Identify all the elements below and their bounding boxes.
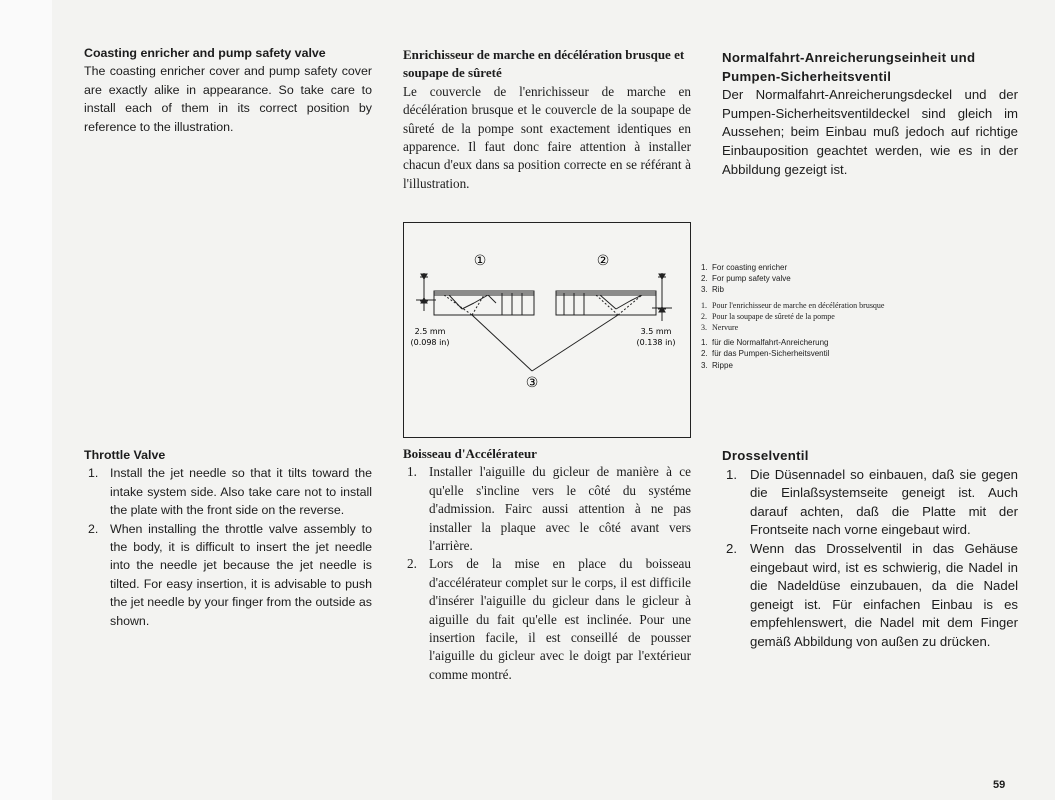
callout-1: ① — [473, 253, 487, 269]
throttle-de-title: Drosselventil — [722, 448, 809, 463]
caption-item — [701, 360, 901, 371]
list-num: 1. — [88, 466, 99, 481]
callout-3: ③ — [525, 375, 539, 391]
list-item — [84, 520, 372, 630]
throttle-de-list — [722, 466, 1018, 652]
list-item — [403, 555, 691, 684]
dim-right-in: (0.138 in) — [636, 338, 676, 347]
caption-text: For pump safety valve — [712, 274, 791, 284]
list-text: Die Düsennadel so einbauen, daß sie gegen die Einlaßsystemseite geneigt ist. Auch darauf achten, daß die Platte mit der Frontseite nach vorne eingebaut wird. — [750, 466, 1018, 538]
list-item — [84, 464, 372, 519]
caption-num: 3. — [701, 323, 707, 333]
caption-num: 2. — [701, 274, 708, 284]
caption-text: Rippe — [712, 360, 733, 370]
caption-text: Nervure — [712, 323, 739, 333]
list-num: 2. — [88, 521, 99, 536]
list-item — [722, 466, 1018, 540]
caption-text: für die Normalfahrt-Anreicherung — [712, 338, 829, 348]
list-text: Installer l'aiguille du gicleur de manière à ce qu'elle s'incline vers le côté du systéme d'admission. Fairc aussi attention à ne pas installer la plaque avec le côté avant vers l'arrière. — [429, 464, 691, 554]
caption-item — [701, 262, 901, 273]
list-num: 1. — [726, 466, 737, 482]
coasting-en-body: The coasting enricher cover and pump safety cover are exactly alike in appearance. So take care to install each of them in its correct position by reference to the illustration. — [84, 64, 372, 134]
list-text: Install the jet needle so that it tilts toward the intake system side. Also take care not to install the plate with the front side on the reverse. — [110, 466, 372, 518]
captions-de — [701, 337, 901, 371]
coasting-de — [722, 49, 1018, 179]
list-item — [403, 463, 691, 555]
caption-num: 1. — [701, 300, 707, 310]
coasting-de-body: Der Normalfahrt-Anreicherungsdeckel und der Pumpen-Sicherheitsventildeckel sind gleich im Aussehen; beim Einbau muß jedoch auf richtige Einbauposition geachtet werden, wie es in der Abbildung gezeigt ist. — [722, 87, 1018, 177]
throttle-fr-list — [403, 463, 691, 684]
coasting-de-title: Normalfahrt-Anreicherungseinheit und Pumpen-Sicherheitsventil — [722, 50, 976, 84]
caption-text: für das Pumpen-Sicherheitsventil — [712, 349, 830, 359]
cover-illustration — [403, 222, 691, 438]
list-text: Wenn das Drosselventil in das Gehäuse eingebaut wird, ist es schwierig, die Nadel in die Nadeldüse einzubauen, da die Nadel geneigt ist. Für einfachen Einbau is es empfehlenswert, die Nadel mit dem Finger gemäß Abbildung von außen zu drücken. — [750, 540, 1018, 649]
caption-item — [701, 311, 901, 322]
pump-safety-valve-cover — [556, 273, 672, 321]
page-number: 59 — [993, 779, 1006, 791]
caption-item — [701, 300, 901, 311]
caption-item — [701, 322, 901, 333]
dim-left-in: (0.098 in) — [410, 338, 450, 347]
throttle-fr — [403, 445, 691, 684]
caption-num: 2. — [701, 349, 708, 359]
caption-num: 1. — [701, 263, 708, 272]
throttle-de — [722, 447, 1018, 652]
caption-item — [701, 348, 901, 359]
rib-leaders — [472, 315, 618, 371]
caption-num: 1. — [701, 338, 708, 348]
figure-captions — [701, 262, 901, 375]
caption-num: 3. — [701, 360, 708, 370]
captions-en — [701, 262, 901, 296]
coasting-en-title: Coasting enricher and pump safety valve — [84, 46, 326, 60]
throttle-fr-title: Boisseau d'Accélérateur — [403, 446, 537, 461]
caption-text: For coasting enricher — [712, 263, 788, 272]
list-num: 2. — [407, 556, 417, 572]
callout-2: ② — [596, 253, 610, 269]
caption-text: Pour l'enrichisseur de marche en décélération brusque — [712, 300, 885, 310]
list-item — [722, 540, 1018, 652]
list-text: When installing the throttle valve assembly to the body, it is difficult to insert the jet needle into the needle jet because the jet needle is tilted. For easy insertion, it is advisable to push the jet needle by your finger from the outside as shown. — [110, 521, 372, 628]
binding-spine — [0, 0, 52, 800]
coasting-en — [84, 44, 372, 136]
throttle-en-title: Throttle Valve — [84, 448, 166, 462]
list-text: Lors de la mise en place du boisseau d'accélérateur complet sur le corps, il est difficile d'insérer l'aiguille du gicleur dans le gicleur à aiguille du fait qu'elle est inclinée. Pour une insertion facile, il est conseillé de pousser l'aiguille du gicleur avec le doigt par l'extérieur comme montré. — [429, 556, 691, 682]
cover-diagram — [404, 223, 690, 437]
caption-text: Rib — [712, 285, 725, 295]
caption-item — [701, 337, 901, 348]
coasting-fr-title: Enrichisseur de marche en décélération brusque et soupape de sûreté — [403, 47, 685, 81]
caption-num: 3. — [701, 285, 708, 295]
throttle-en-list — [84, 464, 372, 630]
dim-right-mm: 3.5 mm — [640, 327, 672, 336]
caption-item — [701, 273, 901, 284]
dim-left-mm: 2.5 mm — [414, 327, 446, 336]
caption-item — [701, 284, 901, 295]
captions-fr — [701, 300, 901, 334]
coasting-enricher-cover — [416, 273, 534, 315]
caption-num: 2. — [701, 311, 707, 321]
coasting-fr — [403, 46, 691, 193]
list-num: 1. — [407, 464, 417, 480]
throttle-en — [84, 446, 372, 630]
coasting-fr-body: Le couvercle de l'enrichisseur de marche en décélération brusque et le couvercle de la soupape de sûreté de la pompe sont exactement identiques en apparence. Il faut donc faire attention à installer chacun d'eux dans sa position correcte en se référant à l'illustration. — [403, 83, 691, 191]
caption-text: Pour la soupape de sûreté de la pompe — [712, 311, 835, 321]
list-num: 2. — [726, 540, 737, 556]
